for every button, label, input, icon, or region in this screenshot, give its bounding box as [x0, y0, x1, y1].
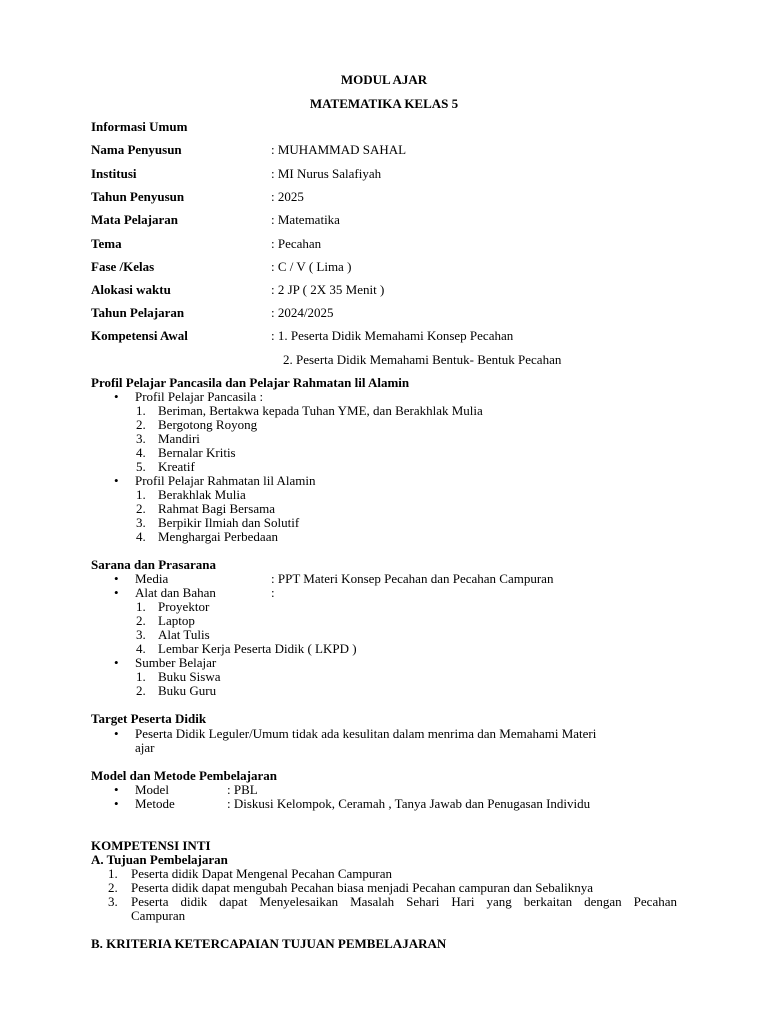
list-item: Peserta didik dapat Menyelesaikan Masalah Sehari Hari yang berkaitan dengan Pecahan — [131, 894, 677, 909]
list-number: 2. — [108, 880, 118, 895]
list-number: 3. — [136, 515, 146, 530]
bullet-icon: • — [114, 473, 119, 488]
list-item-value: : PPT Materi Konsep Pecahan dan Pecahan Campuran — [271, 571, 554, 586]
document-subtitle: MATEMATIKA KELAS 5 — [309, 96, 459, 111]
list-item: Peserta didik Dapat Mengenal Pecahan Campuran — [131, 866, 392, 881]
list-item: Mandiri — [158, 431, 200, 446]
info-value: : 2025 — [271, 189, 304, 204]
list-number: 5. — [136, 459, 146, 474]
info-value: : MI Nurus Salafiyah — [271, 166, 382, 181]
list-number: 2. — [136, 683, 146, 698]
info-value: : 1. Peserta Didik Memahami Konsep Pecahan — [271, 328, 514, 343]
bullet-icon: • — [114, 585, 119, 600]
list-item-label: Media — [135, 571, 169, 586]
list-item: Alat Tulis — [158, 627, 210, 642]
list-number: 4. — [136, 445, 146, 460]
list-number: 4. — [136, 529, 146, 544]
list-item-label: Metode — [135, 796, 175, 811]
info-label: Tema — [91, 236, 122, 251]
info-value: : 2 JP ( 2X 35 Menit ) — [271, 282, 385, 297]
list-item: Bergotong Royong — [158, 417, 258, 432]
list-number: 3. — [136, 431, 146, 446]
list-item-continued: Campuran — [131, 908, 186, 923]
list-item: Profil Pelajar Pancasila : — [135, 389, 264, 404]
subheading-tujuan: A. Tujuan Pembelajaran — [91, 852, 228, 867]
info-label: Nama Penyusun — [91, 142, 182, 157]
bullet-icon: • — [114, 571, 119, 586]
section-heading-profil: Profil Pelajar Pancasila dan Pelajar Rahmatan lil Alamin — [91, 375, 410, 390]
info-value: : 2024/2025 — [271, 305, 334, 320]
list-number: 1. — [108, 866, 118, 881]
list-item: Lembar Kerja Peserta Didik ( LKPD ) — [158, 641, 357, 656]
bullet-icon: • — [114, 796, 119, 811]
info-label: Fase /Kelas — [91, 259, 155, 274]
info-label: Institusi — [91, 166, 137, 181]
list-item-continued: ajar — [135, 740, 155, 755]
info-value: : C / V ( Lima ) — [271, 259, 352, 274]
list-item-label: Sumber Belajar — [135, 655, 217, 670]
bullet-icon: • — [114, 389, 119, 404]
list-item: Berpikir Ilmiah dan Solutif — [158, 515, 300, 530]
list-item: Bernalar Kritis — [158, 445, 236, 460]
list-item: Proyektor — [158, 599, 210, 614]
info-label: Kompetensi Awal — [91, 328, 188, 343]
list-number: 1. — [136, 487, 146, 502]
section-heading-informasi-umum: Informasi Umum — [91, 119, 188, 134]
list-item: Kreatif — [158, 459, 195, 474]
list-item-value: : — [271, 585, 275, 600]
list-item: Buku Guru — [158, 683, 217, 698]
list-number: 2. — [136, 417, 146, 432]
info-value: : Pecahan — [271, 236, 322, 251]
section-heading-target: Target Peserta Didik — [91, 711, 207, 726]
section-heading-model: Model dan Metode Pembelajaran — [91, 768, 277, 783]
bullet-icon: • — [114, 782, 119, 797]
section-heading-sarana: Sarana dan Prasarana — [91, 557, 216, 572]
list-item-label: Model — [135, 782, 169, 797]
subheading-kriteria: B. KRITERIA KETERCAPAIAN TUJUAN PEMBELAJARAN — [91, 936, 447, 951]
info-label: Mata Pelajaran — [91, 212, 179, 227]
info-label: Alokasi waktu — [91, 282, 171, 297]
document-title: MODUL AJAR — [340, 72, 428, 87]
list-item: Rahmat Bagi Bersama — [158, 501, 275, 516]
list-item: Laptop — [158, 613, 195, 628]
section-heading-kompetensi-inti: KOMPETENSI INTI — [91, 838, 211, 853]
list-item: Peserta didik dapat mengubah Pecahan biasa menjadi Pecahan campuran dan Sebaliknya — [131, 880, 594, 895]
list-item-label: Alat dan Bahan — [135, 585, 216, 600]
list-item: Buku Siswa — [158, 669, 221, 684]
list-number: 2. — [136, 613, 146, 628]
list-number: 3. — [108, 894, 118, 909]
list-item: Beriman, Bertakwa kepada Tuhan YME, dan Berakhlak Mulia — [158, 403, 483, 418]
list-number: 3. — [136, 627, 146, 642]
bullet-icon: • — [114, 655, 119, 670]
bullet-icon: • — [114, 726, 119, 741]
list-item-value: : Diskusi Kelompok, Ceramah , Tanya Jawab dan Penugasan Individu — [227, 796, 591, 811]
info-value: : MUHAMMAD SAHAL — [271, 142, 407, 157]
info-label: Tahun Pelajaran — [91, 305, 185, 320]
list-number: 2. — [136, 501, 146, 516]
list-number: 1. — [136, 599, 146, 614]
info-value-continued: 2. Peserta Didik Memahami Bentuk- Bentuk Pecahan — [283, 352, 562, 367]
list-item: Menghargai Perbedaan — [158, 529, 278, 544]
list-number: 1. — [136, 403, 146, 418]
list-item-value: : PBL — [227, 782, 258, 797]
list-item: Berakhlak Mulia — [158, 487, 246, 502]
list-number: 4. — [136, 641, 146, 656]
list-item: Profil Pelajar Rahmatan lil Alamin — [135, 473, 316, 488]
list-item: Peserta Didik Leguler/Umum tidak ada kesulitan dalam menrima dan Memahami Materi — [135, 726, 597, 741]
info-value: : Matematika — [271, 212, 340, 227]
list-number: 1. — [136, 669, 146, 684]
info-label: Tahun Penyusun — [91, 189, 185, 204]
